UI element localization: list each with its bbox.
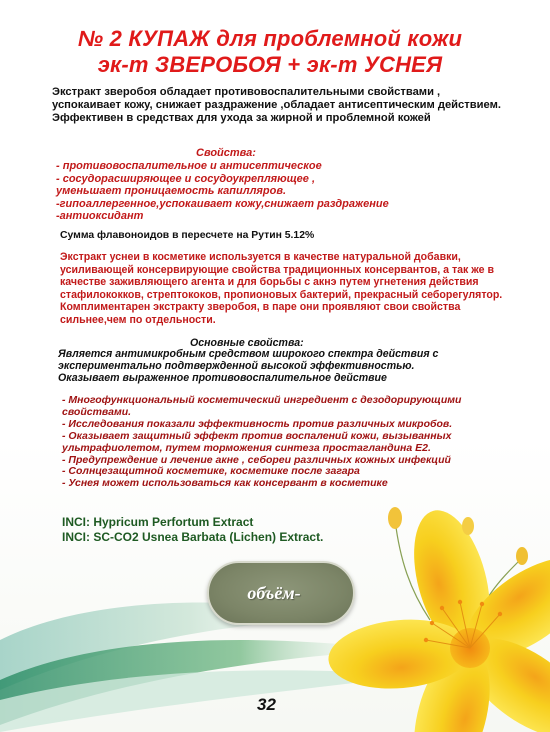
properties-list bbox=[56, 160, 456, 223]
main-properties-text bbox=[58, 349, 478, 384]
main-properties-paragraph-2: Оказывает выраженное противовоспалительное действие bbox=[58, 371, 387, 384]
inci-block bbox=[62, 515, 323, 544]
properties-item: уменьшает проницаемость капилляров. bbox=[56, 185, 287, 198]
title-line-2: эк-т ЗВЕРОБОЯ + эк-т УСНЕЯ bbox=[97, 52, 443, 77]
volume-badge[interactable] bbox=[207, 561, 355, 625]
inci-line-2: INCI: SC-CO2 Usnea Barbata (Lichen) Extract. bbox=[62, 529, 324, 544]
intro-text bbox=[52, 86, 502, 125]
intro-paragraph-2: Эффективен в средствах для ухода за жирной и проблемной кожей bbox=[52, 112, 431, 124]
properties-item: - сосудорасширяющее и сосудоукрепляющее , bbox=[56, 172, 316, 185]
inci-line-1: INCI: Hypricum Perfortum Extract bbox=[62, 515, 254, 529]
intro-paragraph-1: Экстракт зверобоя обладает противовоспалительными свойствами , успокаивает кожу, снижает раздражение ,обладает антисептическим действием. bbox=[52, 86, 501, 111]
properties-item: -антиоксидант bbox=[56, 210, 144, 223]
main-properties-heading: Основные свойства: bbox=[190, 337, 304, 349]
benefit-item: - Предупреждение и лечение акне , себореи различных кожных инфекций bbox=[62, 453, 451, 466]
properties-item: -гипоаллергенное,успокаивает кожу,снижает раздражение bbox=[56, 197, 389, 210]
usnea-description: Экстракт уснеи в косметике используется в качестве натуральной добавки, усиливающей консервирующие свойства традиционных консервантов, а так же в качестве заживляющего агента и для борьбы с акнэ путем угнетения действия стафилококков, стрептококов, пропионовых бактерий, прекрасный себорегулятор. Комплиментарен экстракту зверобоя, в паре они проявляют свои свойства сильнее,чем по отдельности. bbox=[60, 251, 503, 326]
benefit-item: - Солнцезащитной косметике, косметике после загара bbox=[62, 465, 360, 478]
properties-item: - противовоспалительное и антисептическое bbox=[56, 160, 322, 172]
main-properties-paragraph-1: Является антимикробным средством широкого спектра действия с экспериментально подтвержденной высокой эффективностью. bbox=[58, 348, 439, 372]
flavonoids-note: Сумма флавоноидов в пересчете на Рутин 5.12% bbox=[60, 230, 315, 241]
benefit-item: - Исследования показали эффективность против различных микробов. bbox=[62, 417, 453, 430]
benefits-list bbox=[62, 395, 482, 490]
benefit-item: - Уснея может использоваться как консервант в косметике bbox=[62, 477, 388, 490]
properties-heading: Свойства: bbox=[196, 147, 256, 159]
volume-label: объём- bbox=[247, 582, 301, 603]
benefit-item: - Многофункциональный косметический ингредиент с дезодорирующими свойствами. bbox=[62, 394, 462, 418]
page-number: 32 bbox=[257, 695, 276, 714]
title-line-1: № 2 КУПАЖ для проблемной кожи bbox=[77, 26, 463, 51]
benefit-item: - Оказывает защитный эффект против воспалений кожи, вызыванных ультрафиолетом, путем торможения синтеза простагландина Е2. bbox=[62, 429, 452, 454]
